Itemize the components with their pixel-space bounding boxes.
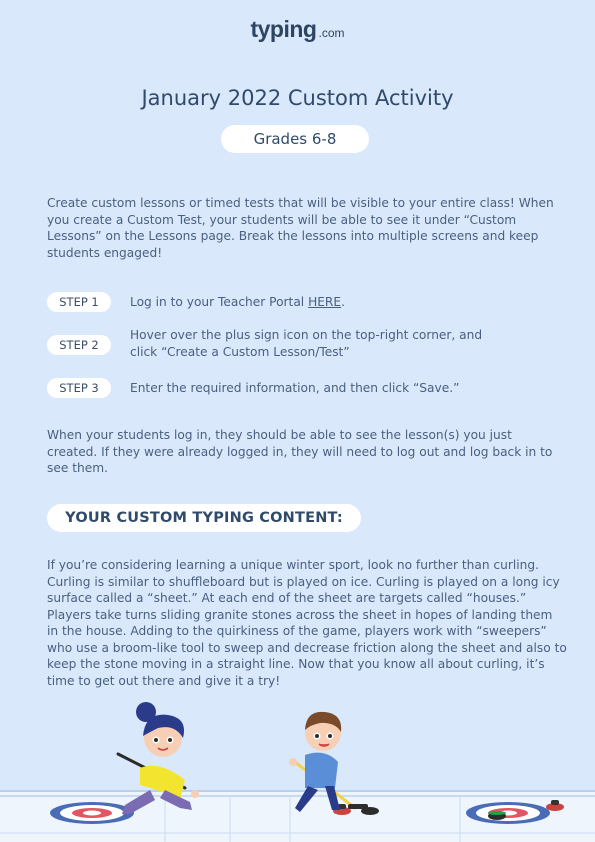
logo-domain: .com	[318, 26, 345, 40]
login-note-paragraph: When your students log in, they should be able to see the lesson(s) you just created. If they were already logged in, they will need to log out and log back in to see them.	[47, 428, 553, 475]
step-1-text-after: .	[341, 294, 345, 309]
page-title: January 2022 Custom Activity	[141, 86, 454, 110]
house-target-right	[466, 802, 550, 824]
curling-stone-3	[488, 811, 506, 820]
logo-main: typing	[250, 16, 317, 42]
grade-badge: Grades 6-8	[221, 125, 369, 153]
step-1-text-before: Log in to your Teacher Portal	[130, 294, 309, 309]
intro-paragraph: Create custom lessons or timed tests that will be visible to your entire class! When you create a Custom Test, your students will be able to see it under “Custom Lessons” on the Lessons page. Break the lessons into multiple screens and keep students engaged!	[47, 196, 554, 260]
step-3	[47, 378, 557, 398]
typing-logo[interactable]	[0, 16, 595, 43]
step-1-badge: STEP 1	[47, 292, 111, 312]
step-3-badge: STEP 3	[47, 378, 111, 398]
step-2-text	[130, 327, 482, 360]
section-heading: YOUR CUSTOM TYPING CONTENT:	[47, 504, 361, 532]
curling-illustration	[0, 690, 595, 842]
step-2-line-1: Hover over the plus sign icon on the top-right corner, and	[130, 328, 483, 342]
step-2-badge: STEP 2	[47, 335, 111, 355]
step-1	[47, 292, 557, 312]
step-2	[47, 327, 557, 360]
step-2-line-2: click “Create a Custom Lesson/Test”	[130, 344, 350, 359]
typing-content-paragraph: If you’re considering learning a unique winter sport, look no further than curling. Curling is similar to shuffleboard but is played on ice. Curling is played on a long icy surface called a “sheet.” At each end of the sheet are targets called “houses.” Players take turns sliding granite stones across the sheet in hopes of landing them in the house. Adding to the quirkiness of the game, players work with “sweepers” who use a broom-like tool to sweep and decrease friction along the sheet and also to keep the stone moving in a straight line. Now that you know all about curling, it’s time to get out there and give it a try!	[47, 558, 567, 688]
step-3-text: Enter the required information, and then click “Save.”	[130, 380, 460, 395]
step-1-text	[130, 294, 345, 311]
teacher-portal-link[interactable]: HERE	[308, 294, 342, 309]
house-target-left	[50, 802, 134, 824]
